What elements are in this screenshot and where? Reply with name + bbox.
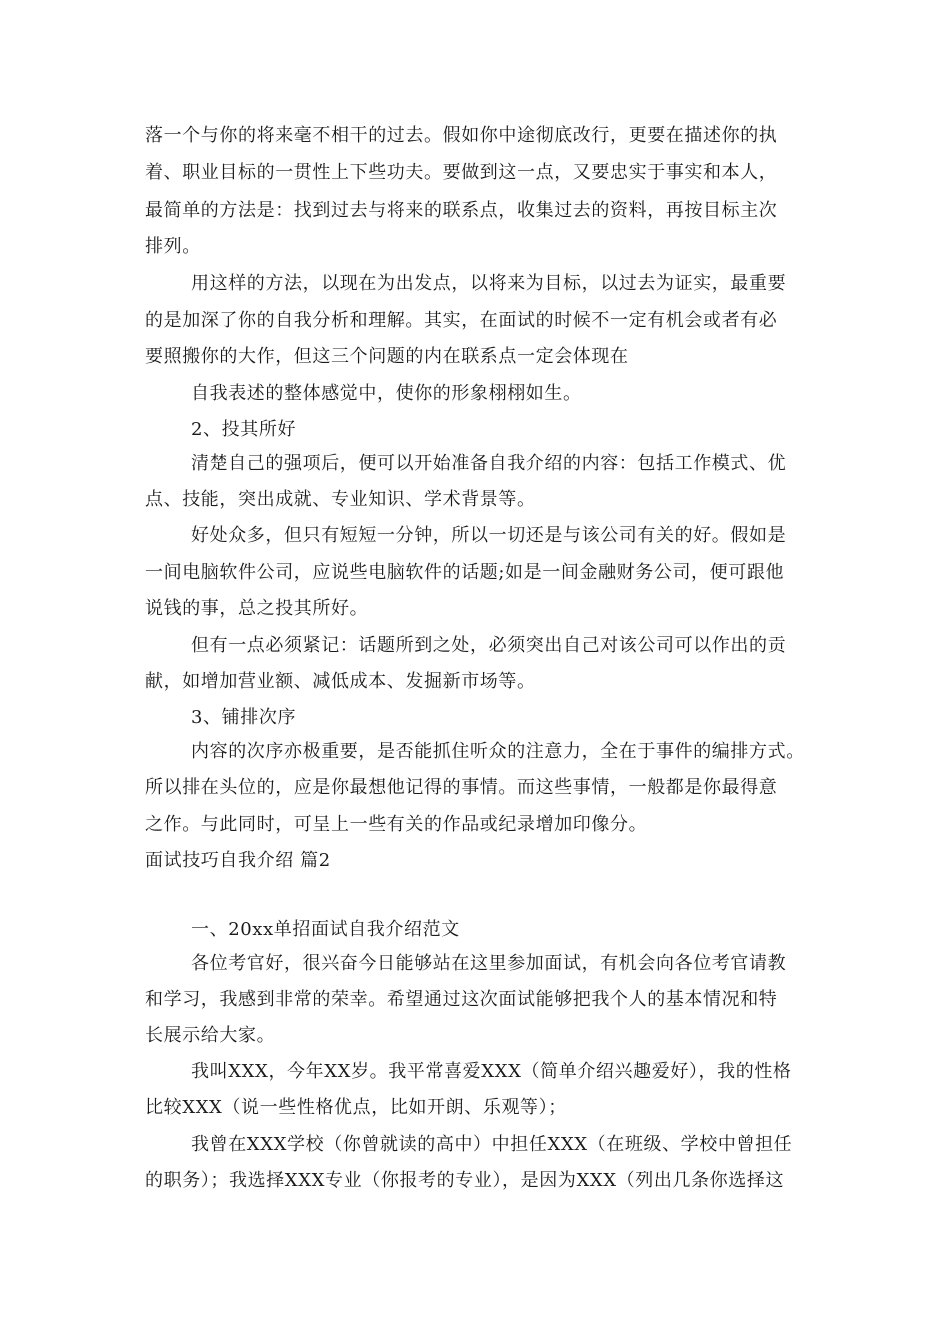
text-line: 献，如增加营业额、减低成本、发掘新市场等。 bbox=[145, 671, 536, 692]
text-line: 但有一点必须紧记：话题所到之处，必须突出自己对该公司可以作出的贡 bbox=[191, 635, 787, 656]
text-line: 我曾在XXX学校（你曾就读的高中）中担任XXX（在班级、学校中曾担任 bbox=[191, 1134, 793, 1155]
text-line: 说钱的事，总之投其所好。 bbox=[145, 598, 369, 619]
text-line: 和学习，我感到非常的荣幸。希望通过这次面试能够把我个人的基本情况和特 bbox=[145, 989, 778, 1010]
text-line: 自我表述的整体感觉中，使你的形象栩栩如生。 bbox=[191, 383, 582, 404]
text-line: 要照搬你的大作，但这三个问题的内在联系点一定会体现在 bbox=[145, 346, 629, 367]
text-line: 好处众多，但只有短短一分钟，所以一切还是与该公司有关的好。假如是 bbox=[191, 525, 787, 546]
text-line: 我叫XXX，今年XX岁。我平常喜爱XXX（简单介绍兴趣爱好），我的性格 bbox=[191, 1061, 792, 1082]
text-line: 排列。 bbox=[145, 236, 201, 257]
section-heading: 3、铺排次序 bbox=[191, 707, 297, 728]
text-line: 用这样的方法，以现在为出发点，以将来为目标，以过去为证实，最重要 bbox=[191, 273, 787, 294]
article-title: 面试技巧自我介绍 篇2 bbox=[145, 850, 331, 871]
section-heading: 2、投其所好 bbox=[191, 419, 297, 440]
text-line: 的是加深了你的自我分析和理解。其实，在面试的时候不一定有机会或者有必 bbox=[145, 310, 778, 331]
section-heading: 一、20xx单招面试自我介绍范文 bbox=[191, 919, 460, 940]
text-line: 一间电脑软件公司，应说些电脑软件的话题;如是一间金融财务公司，便可跟他 bbox=[145, 562, 785, 583]
text-line: 落一个与你的将来毫不相干的过去。假如你中途彻底改行，更要在描述你的执 bbox=[145, 125, 778, 146]
text-line: 之作。与此同时，可呈上一些有关的作品或纪录增加印像分。 bbox=[145, 814, 648, 835]
text-line: 最简单的方法是：找到过去与将来的联系点，收集过去的资料，再按目标主次 bbox=[145, 200, 778, 221]
text-line: 点、技能，突出成就、专业知识、学术背景等。 bbox=[145, 489, 536, 510]
text-line: 清楚自己的强项后，便可以开始准备自我介绍的内容：包括工作模式、优 bbox=[191, 453, 787, 474]
text-line: 各位考官好，很兴奋今日能够站在这里参加面试，有机会向各位考官请教 bbox=[191, 953, 787, 974]
text-line: 内容的次序亦极重要，是否能抓住听众的注意力，全在于事件的编排方式。 bbox=[191, 741, 805, 762]
text-line: 着、职业目标的一贯性上下些功夫。要做到这一点，又要忠实于事实和本人， bbox=[145, 162, 778, 183]
text-line: 比较XXX（说一些性格优点，比如开朗、乐观等）； bbox=[145, 1097, 567, 1118]
text-line: 长展示给大家。 bbox=[145, 1025, 276, 1046]
text-line: 的职务）；我选择XXX专业（你报考的专业），是因为XXX（列出几条你选择这 bbox=[145, 1170, 785, 1191]
text-line: 所以排在头位的，应是你最想他记得的事情。而这些事情，一般都是你最得意 bbox=[145, 777, 778, 798]
